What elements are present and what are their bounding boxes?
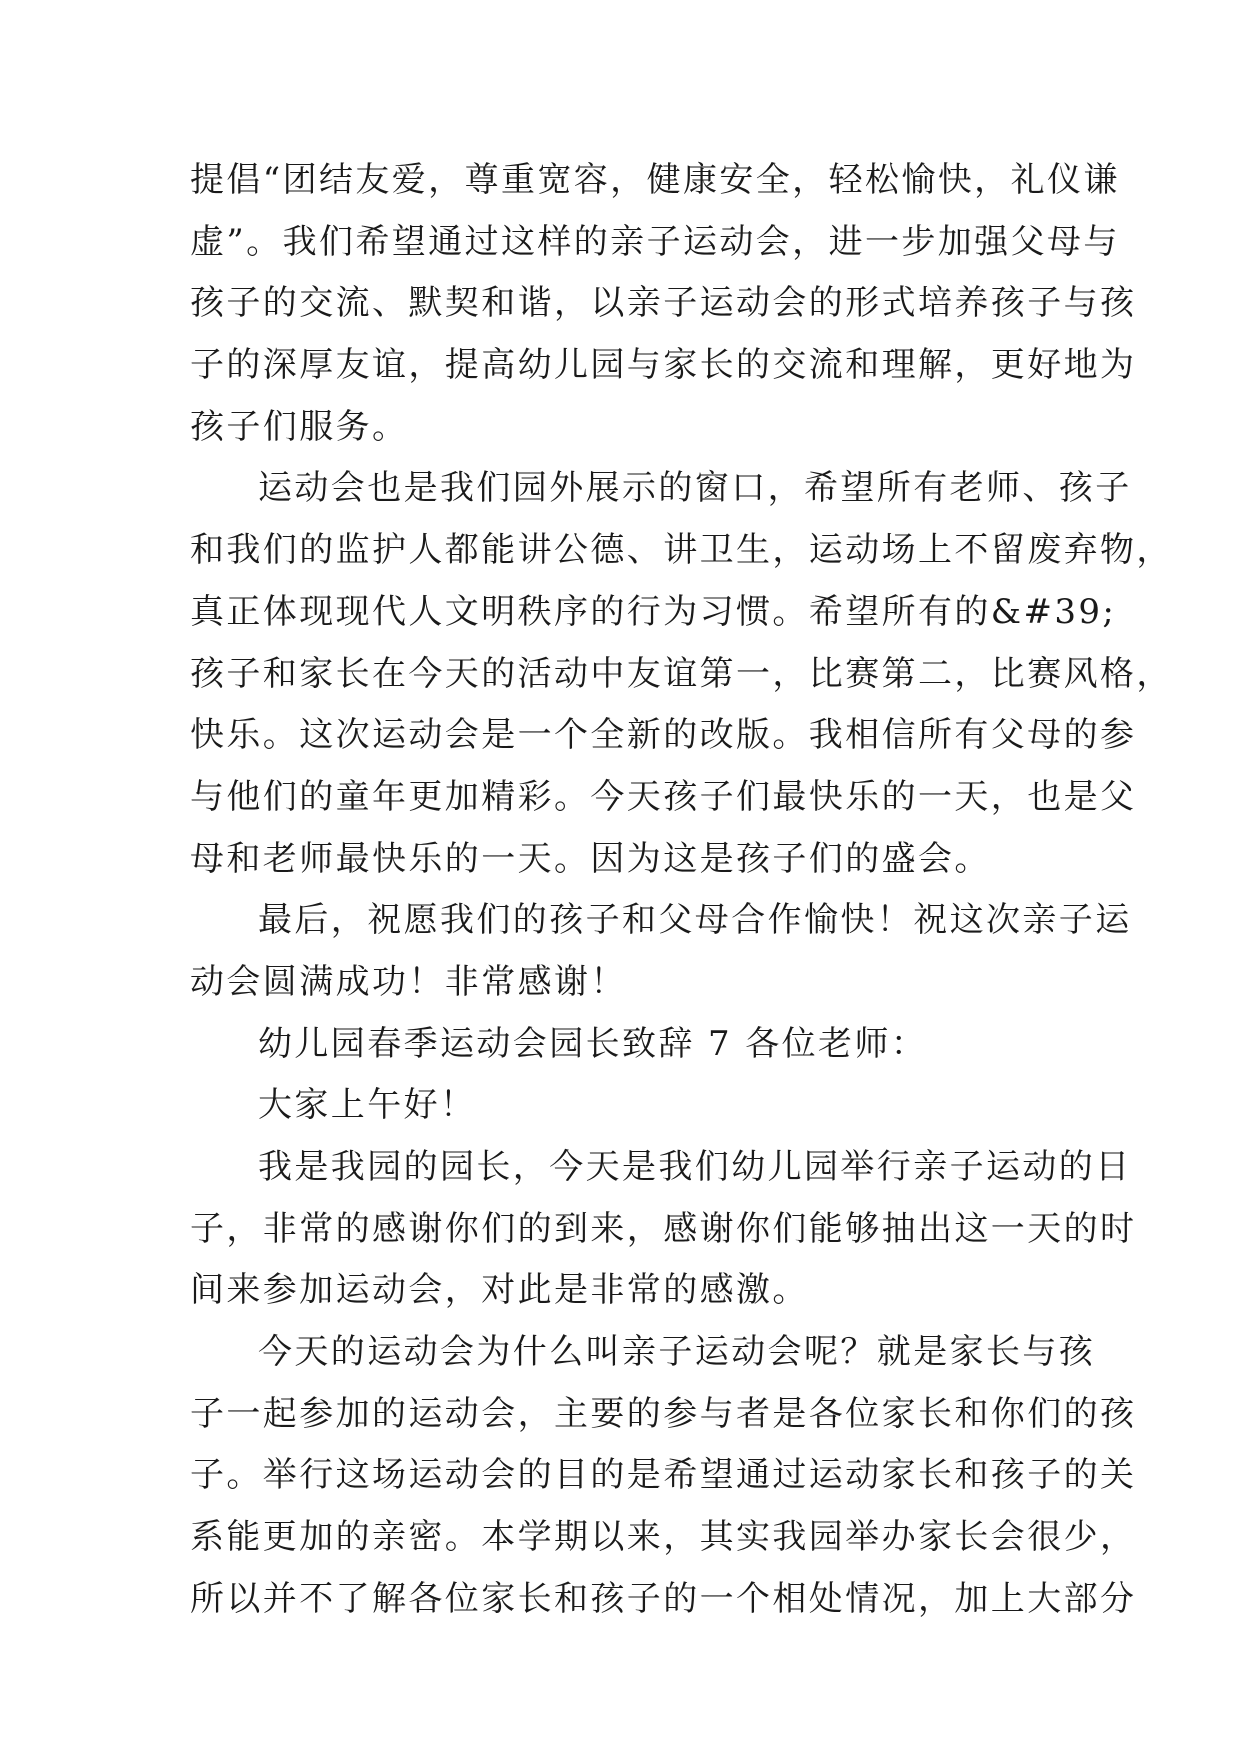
text-line: 与他们的童年更加精彩。今天孩子们最快乐的一天，也是父 (190, 776, 1137, 817)
text-line: 提倡“团结友爱，尊重宽容，健康安全，轻松愉快，礼仪谦 (190, 160, 1120, 200)
text-line: 动会圆满成功！非常感谢！ (190, 961, 627, 1002)
paragraph-first-line: 今天的运动会为什么叫亲子运动会呢？就是家长与孩 (258, 1332, 1096, 1373)
paragraph-first-line: 运动会也是我们园外展示的窗口，希望所有老师、孩子 (258, 468, 1132, 509)
text-line: 孩子们服务。 (190, 406, 409, 447)
paragraph-first-line: 最后，祝愿我们的孩子和父母合作愉快！祝这次亲子运 (258, 900, 1132, 941)
text-line: 所以并不了解各位家长和孩子的一个相处情况，加上大部分 (190, 1578, 1137, 1619)
text-line: 真正体现现代人文明秩序的行为习惯。希望所有的&#39; (190, 591, 1117, 632)
text-line: 孩子和家长在今天的活动中友谊第一，比赛第二，比赛风格， (190, 653, 1173, 694)
text-line: 间来参加运动会，对此是非常的感激。 (190, 1270, 809, 1311)
text-line: 子的深厚友谊，提高幼儿园与家长的交流和理解，更好地为 (190, 345, 1137, 386)
text-line: 子。举行这场运动会的目的是希望通过运动家长和孩子的关 (190, 1455, 1137, 1496)
paragraph-first-line: 我是我园的园长，今天是我们幼儿园举行亲子运动的日 (258, 1147, 1132, 1187)
text-line: 孩子的交流、默契和谐，以亲子运动会的形式培养孩子与孩 (190, 283, 1137, 324)
text-line: 虚”。我们希望通过这样的亲子运动会，进一步加强父母与 (190, 221, 1120, 262)
text-line: 母和老师最快乐的一天。因为这是孩子们的盛会。 (190, 838, 991, 879)
text-line: 快乐。这次运动会是一个全新的改版。我相信所有父母的参 (190, 715, 1137, 756)
section-heading: 幼儿园春季运动会园长致辞 7 各位老师： (258, 1023, 928, 1064)
text-line: 系能更加的亲密。本学期以来，其实我园举办家长会很少， (190, 1517, 1137, 1558)
text-line: 子，非常的感谢你们的到来，感谢你们能够抽出这一天的时 (190, 1208, 1137, 1249)
greeting: 大家上午好！ (258, 1085, 477, 1126)
text-line: 和我们的监护人都能讲公德、讲卫生，运动场上不留废弃物， (190, 530, 1173, 571)
document-body (190, 150, 1173, 1631)
text-line: 子一起参加的运动会，主要的参与者是各位家长和你们的孩 (190, 1393, 1137, 1434)
